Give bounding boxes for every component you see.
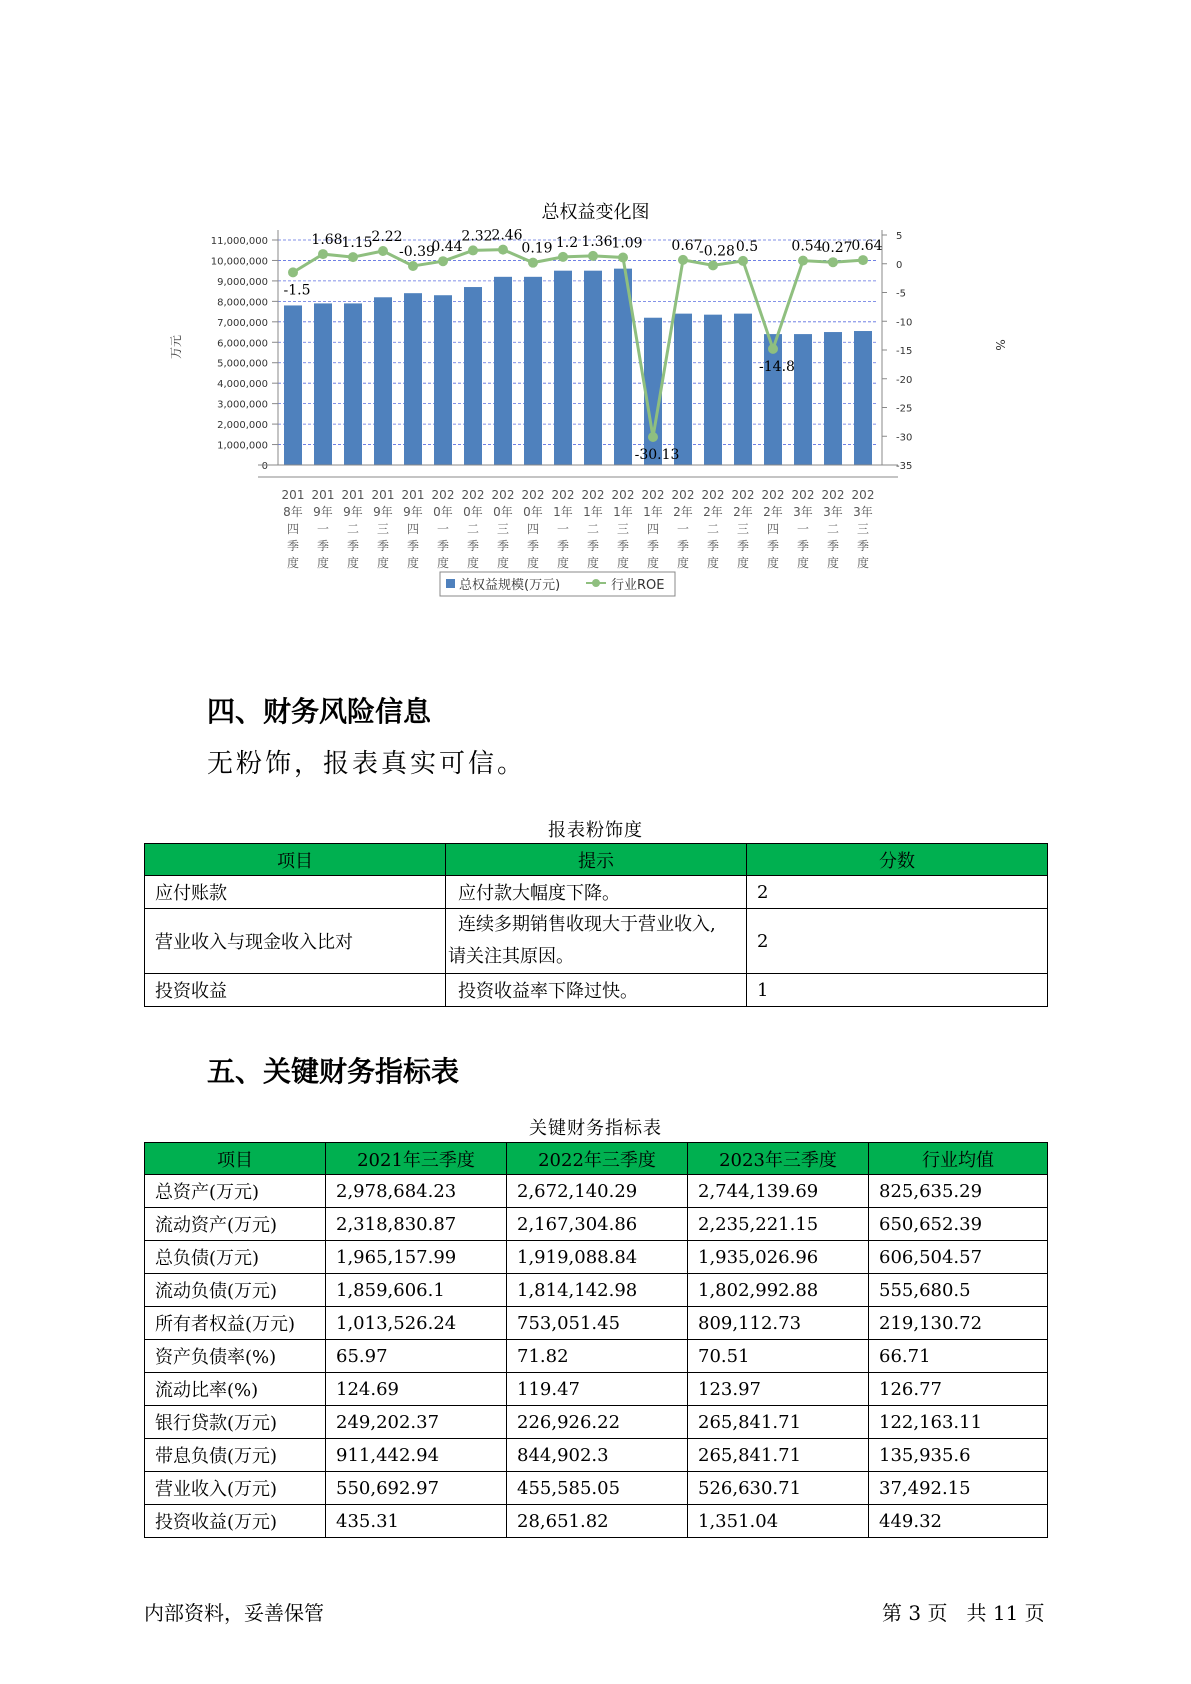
x-tick-label: 202 (461, 488, 485, 502)
x-tick-label: 季 (616, 539, 630, 553)
kpi-value: 1,013,526.24 (326, 1307, 507, 1340)
equity-bar (404, 293, 422, 465)
roe-point (708, 260, 718, 270)
x-tick-label: 季 (436, 539, 450, 553)
x-tick-label: 9年 (313, 505, 333, 519)
x-tick-label: 季 (376, 539, 390, 553)
roe-data-label: 0.54 (791, 238, 823, 255)
roe-point (558, 252, 568, 262)
kpi-table-caption: 关键财务指标表 (529, 1118, 662, 1139)
kpi-header: 2023年三季度 (688, 1143, 869, 1175)
y-right-tick-label: -10 (896, 317, 913, 329)
y-left-tick-label: 2,000,000 (217, 420, 268, 432)
x-tick-label: 季 (706, 539, 720, 553)
x-tick-label: 一 (556, 522, 570, 536)
risk-item: 投资收益 (145, 974, 446, 1007)
roe-point (318, 249, 328, 259)
section4-heading: 四、财务风险信息 (207, 695, 432, 728)
equity-bar (494, 277, 512, 465)
x-tick-label: 9年 (343, 505, 363, 519)
x-tick-label: 四 (526, 522, 540, 536)
y-left-tick-label: 4,000,000 (217, 379, 268, 391)
footer-page-number: 第 3 页 共 11 页 (882, 1601, 1045, 1625)
risk-table-caption: 报表粉饰度 (548, 820, 643, 841)
x-tick-label: 度 (376, 556, 390, 570)
equity-bar (554, 271, 572, 465)
kpi-value: 119.47 (507, 1373, 688, 1406)
y-left-tick-label: 11,000,000 (210, 236, 268, 247)
x-tick-label: 度 (826, 556, 840, 570)
kpi-value: 28,651.82 (507, 1505, 688, 1538)
x-tick-label: 度 (676, 556, 690, 570)
kpi-value: 1,935,026.96 (688, 1241, 869, 1274)
x-tick-label: 季 (676, 539, 690, 553)
risk-hint: 投资收益率下降过快。 (446, 974, 747, 1007)
kpi-header: 2021年三季度 (326, 1143, 507, 1175)
roe-data-label: 0.27 (821, 240, 853, 257)
x-tick-label: 1年 (583, 505, 603, 519)
x-tick-label: 202 (821, 488, 845, 502)
kpi-value: 1,859,606.1 (326, 1274, 507, 1307)
kpi-value: 555,680.5 (869, 1274, 1048, 1307)
x-tick-label: 度 (706, 556, 720, 570)
kpi-header: 2022年三季度 (507, 1143, 688, 1175)
x-tick-label: 201 (341, 488, 365, 502)
x-tick-label: 季 (406, 539, 420, 553)
roe-point (288, 267, 298, 277)
x-tick-label: 202 (611, 488, 635, 502)
kpi-value: 122,163.11 (869, 1406, 1048, 1439)
x-tick-label: 季 (346, 539, 360, 553)
x-tick-label: 202 (701, 488, 725, 502)
kpi-item: 总资产(万元) (145, 1175, 326, 1208)
x-tick-label: 202 (431, 488, 455, 502)
x-tick-label: 季 (796, 539, 810, 553)
kpi-value: 135,935.6 (869, 1439, 1048, 1472)
kpi-value: 526,630.71 (688, 1472, 869, 1505)
kpi-item: 所有者权益(万元) (145, 1307, 326, 1340)
x-tick-label: 四 (766, 522, 780, 536)
x-tick-label: 季 (736, 539, 750, 553)
x-tick-label: 季 (496, 539, 510, 553)
table-row (145, 909, 1048, 974)
x-tick-label: 度 (586, 556, 600, 570)
kpi-value: 2,167,304.86 (507, 1208, 688, 1241)
equity-bar (794, 334, 812, 465)
kpi-value: 825,635.29 (869, 1175, 1048, 1208)
kpi-header: 项目 (145, 1143, 326, 1175)
x-tick-label: 度 (736, 556, 750, 570)
kpi-value: 1,351.04 (688, 1505, 869, 1538)
roe-data-label: 1.09 (611, 235, 643, 252)
x-tick-label: 四 (286, 522, 300, 536)
roe-point (798, 256, 808, 266)
equity-bar (314, 303, 332, 465)
kpi-value: 70.51 (688, 1340, 869, 1373)
kpi-item: 总负债(万元) (145, 1241, 326, 1274)
y-left-axis-title: 万元 (169, 334, 183, 360)
x-tick-label: 季 (766, 539, 780, 553)
table-row (145, 1472, 1048, 1505)
kpi-value: 65.97 (326, 1340, 507, 1373)
x-tick-label: 度 (646, 556, 660, 570)
table-row (145, 1241, 1048, 1274)
kpi-value: 2,978,684.23 (326, 1175, 507, 1208)
x-tick-label: 9年 (373, 505, 393, 519)
kpi-value: 37,492.15 (869, 1472, 1048, 1505)
equity-bar (584, 271, 602, 465)
x-tick-label: 0年 (523, 505, 543, 519)
risk-item: 营业收入与现金收入比对 (145, 909, 446, 974)
x-tick-label: 201 (401, 488, 425, 502)
x-tick-label: 0年 (433, 505, 453, 519)
x-tick-label: 度 (286, 556, 300, 570)
x-tick-label: 0年 (493, 505, 513, 519)
table-row (145, 974, 1048, 1007)
table-row (145, 876, 1048, 909)
x-tick-label: 季 (856, 539, 870, 553)
y-left-tick-label: 0 (261, 461, 268, 472)
risk-header-hint: 提示 (446, 844, 747, 876)
equity-bar (674, 314, 692, 465)
roe-point (648, 432, 658, 442)
section4-text: 无粉饰，报表真实可信。 (207, 749, 527, 779)
x-tick-label: 度 (796, 556, 810, 570)
equity-chart (150, 225, 1030, 665)
y-left-tick-label: 10,000,000 (210, 256, 268, 268)
x-tick-label: 三 (496, 522, 510, 536)
roe-data-label: 0.64 (851, 238, 883, 255)
x-tick-label: 一 (316, 522, 330, 536)
kpi-value: 2,744,139.69 (688, 1175, 869, 1208)
risk-header-score: 分数 (747, 844, 1048, 876)
risk-hint (446, 909, 747, 974)
y-right-tick-label: -5 (896, 288, 906, 300)
roe-data-label: -1.5 (283, 282, 311, 299)
roe-point (528, 258, 538, 268)
kpi-value: 2,318,830.87 (326, 1208, 507, 1241)
risk-score: 2 (747, 909, 1048, 974)
x-tick-label: 度 (496, 556, 510, 570)
x-tick-label: 0年 (463, 505, 483, 519)
roe-data-label: -0.39 (399, 243, 435, 260)
roe-point (768, 344, 778, 354)
equity-bar (704, 315, 722, 465)
x-tick-label: 三 (856, 522, 870, 536)
x-tick-label: 201 (311, 488, 335, 502)
roe-data-label: 0.67 (671, 237, 703, 254)
x-tick-label: 二 (466, 522, 480, 536)
x-tick-label: 一 (436, 522, 450, 536)
kpi-value: 455,585.05 (507, 1472, 688, 1505)
equity-bar (344, 303, 362, 465)
equity-bar (854, 331, 872, 465)
kpi-value: 249,202.37 (326, 1406, 507, 1439)
y-right-tick-label: -25 (896, 403, 913, 415)
x-tick-label: 201 (371, 488, 395, 502)
risk-header-item: 项目 (145, 844, 446, 876)
kpi-value: 226,926.22 (507, 1406, 688, 1439)
x-tick-label: 季 (286, 539, 300, 553)
chart-title: 总权益变化图 (541, 202, 650, 223)
kpi-value: 550,692.97 (326, 1472, 507, 1505)
kpi-header: 行业均值 (869, 1143, 1048, 1175)
kpi-value: 1,802,992.88 (688, 1274, 869, 1307)
x-tick-label: 度 (316, 556, 330, 570)
x-tick-label: 8年 (283, 505, 303, 519)
roe-point (408, 261, 418, 271)
x-tick-label: 201 (281, 488, 305, 502)
roe-point (858, 255, 868, 265)
kpi-value: 265,841.71 (688, 1439, 869, 1472)
roe-point (468, 245, 478, 255)
kpi-value: 71.82 (507, 1340, 688, 1373)
roe-data-label: 2.46 (491, 227, 523, 244)
table-row (145, 1307, 1048, 1340)
x-tick-label: 度 (406, 556, 420, 570)
x-tick-label: 度 (346, 556, 360, 570)
kpi-item: 银行贷款(万元) (145, 1406, 326, 1439)
roe-point (348, 252, 358, 262)
kpi-value: 1,919,088.84 (507, 1241, 688, 1274)
kpi-value: 753,051.45 (507, 1307, 688, 1340)
x-tick-label: 3年 (823, 505, 843, 519)
roe-data-label: 0.5 (735, 238, 759, 255)
risk-score: 2 (747, 876, 1048, 909)
y-right-tick-label: -15 (896, 346, 913, 357)
x-tick-label: 度 (466, 556, 480, 570)
equity-bar (434, 295, 452, 465)
x-tick-label: 度 (526, 556, 540, 570)
x-tick-label: 一 (676, 522, 690, 536)
y-right-tick-label: 0 (896, 259, 903, 271)
kpi-item: 营业收入(万元) (145, 1472, 326, 1505)
y-left-tick-label: 5,000,000 (217, 358, 268, 370)
roe-point (378, 246, 388, 256)
kpi-value: 650,652.39 (869, 1208, 1048, 1241)
kpi-value: 123.97 (688, 1373, 869, 1406)
roe-data-label: 2.22 (371, 228, 403, 245)
equity-bar (734, 314, 752, 465)
kpi-value: 2,672,140.29 (507, 1175, 688, 1208)
x-tick-label: 三 (376, 522, 390, 536)
roe-point (828, 257, 838, 267)
x-tick-label: 度 (436, 556, 450, 570)
legend-swatch-bar (446, 579, 455, 588)
kpi-value: 219,130.72 (869, 1307, 1048, 1340)
x-tick-label: 二 (346, 522, 360, 536)
kpi-item: 资产负债率(%) (145, 1340, 326, 1373)
y-left-tick-label: 9,000,000 (217, 276, 268, 288)
roe-point (738, 256, 748, 266)
y-right-tick-label: -30 (896, 432, 913, 444)
equity-bar (374, 297, 392, 465)
kpi-value: 126.77 (869, 1373, 1048, 1406)
x-tick-label: 三 (616, 522, 630, 536)
kpi-value: 1,814,142.98 (507, 1274, 688, 1307)
roe-data-label: 0.19 (521, 240, 553, 257)
x-tick-label: 1年 (613, 505, 633, 519)
risk-hint-line: 请关注其原因。 (448, 946, 574, 967)
roe-point (678, 255, 688, 265)
x-tick-label: 2年 (703, 505, 723, 519)
x-tick-label: 2年 (673, 505, 693, 519)
x-tick-label: 202 (491, 488, 515, 502)
y-left-tick-label: 1,000,000 (217, 440, 268, 452)
legend-label: 行业ROE (611, 578, 665, 593)
risk-table (144, 843, 1048, 1007)
kpi-value: 844,902.3 (507, 1439, 688, 1472)
kpi-value: 66.71 (869, 1340, 1048, 1373)
kpi-value: 606,504.57 (869, 1241, 1048, 1274)
roe-point (438, 256, 448, 266)
roe-data-label: 1.36 (581, 233, 613, 250)
table-row (145, 1208, 1048, 1241)
x-tick-label: 季 (646, 539, 660, 553)
x-tick-label: 202 (581, 488, 605, 502)
x-tick-label: 度 (856, 556, 870, 570)
x-tick-label: 二 (706, 522, 720, 536)
table-row (145, 1340, 1048, 1373)
kpi-item: 流动比率(%) (145, 1373, 326, 1406)
x-tick-label: 四 (406, 522, 420, 536)
x-tick-label: 202 (521, 488, 545, 502)
x-tick-label: 季 (466, 539, 480, 553)
x-tick-label: 1年 (643, 505, 663, 519)
x-tick-label: 2年 (733, 505, 753, 519)
equity-bar (824, 332, 842, 465)
roe-point (498, 245, 508, 255)
kpi-value: 1,965,157.99 (326, 1241, 507, 1274)
kpi-item: 流动负债(万元) (145, 1274, 326, 1307)
x-tick-label: 季 (826, 539, 840, 553)
section5-heading: 五、关键财务指标表 (207, 1055, 460, 1088)
y-right-tick-label: -35 (896, 461, 913, 472)
x-tick-label: 二 (586, 522, 600, 536)
roe-data-label: -30.13 (634, 446, 680, 463)
kpi-value: 911,442.94 (326, 1439, 507, 1472)
kpi-value: 809,112.73 (688, 1307, 869, 1340)
footer-left: 内部资料，妥善保管 (144, 1601, 324, 1625)
roe-data-label: 2.32 (461, 228, 493, 245)
legend-swatch-point (592, 579, 600, 587)
equity-bar (464, 287, 482, 465)
risk-item: 应付账款 (145, 876, 446, 909)
y-left-tick-label: 6,000,000 (217, 338, 268, 350)
equity-bar (524, 277, 542, 465)
kpi-item: 带息负债(万元) (145, 1439, 326, 1472)
x-tick-label: 季 (526, 539, 540, 553)
kpi-value: 449.32 (869, 1505, 1048, 1538)
table-row (145, 1439, 1048, 1472)
x-tick-label: 202 (791, 488, 815, 502)
kpi-value: 2,235,221.15 (688, 1208, 869, 1241)
x-tick-label: 202 (761, 488, 785, 502)
y-left-tick-label: 3,000,000 (217, 399, 268, 411)
x-tick-label: 202 (731, 488, 755, 502)
x-tick-label: 三 (736, 522, 750, 536)
roe-data-label: -14.8 (759, 358, 795, 375)
x-tick-label: 度 (616, 556, 630, 570)
x-tick-label: 9年 (403, 505, 423, 519)
table-row (145, 1274, 1048, 1307)
y-right-axis-title: % (993, 339, 1007, 351)
x-tick-label: 度 (556, 556, 570, 570)
kpi-value: 435.31 (326, 1505, 507, 1538)
x-tick-label: 202 (641, 488, 665, 502)
y-right-tick-label: -20 (896, 374, 913, 386)
equity-bar (284, 305, 302, 465)
y-right-tick-label: 5 (896, 231, 903, 242)
table-row (145, 1406, 1048, 1439)
roe-point (618, 252, 628, 262)
x-tick-label: 3年 (853, 505, 873, 519)
x-tick-label: 四 (646, 522, 660, 536)
x-tick-label: 季 (316, 539, 330, 553)
risk-hint-line: 连续多期销售收现大于营业收入, (458, 914, 716, 935)
table-row (145, 1505, 1048, 1538)
y-left-tick-label: 8,000,000 (217, 297, 268, 309)
roe-data-label: 1.68 (311, 232, 343, 249)
kpi-item: 投资收益(万元) (145, 1505, 326, 1538)
x-tick-label: 季 (586, 539, 600, 553)
x-tick-label: 2年 (763, 505, 783, 519)
x-tick-label: 1年 (553, 505, 573, 519)
roe-data-label: 1.15 (341, 235, 373, 252)
table-row (145, 1175, 1048, 1208)
table-row (145, 1373, 1048, 1406)
x-tick-label: 202 (671, 488, 695, 502)
legend-label: 总权益规模(万元) (459, 578, 561, 593)
y-left-tick-label: 7,000,000 (217, 317, 268, 329)
roe-data-label: 1.2 (555, 234, 579, 251)
roe-data-label: -0.28 (699, 243, 735, 260)
x-tick-label: 二 (826, 522, 840, 536)
risk-hint: 应付款大幅度下降。 (446, 876, 747, 909)
x-tick-label: 3年 (793, 505, 813, 519)
x-tick-label: 202 (851, 488, 875, 502)
x-tick-label: 度 (766, 556, 780, 570)
kpi-value: 124.69 (326, 1373, 507, 1406)
kpi-item: 流动资产(万元) (145, 1208, 326, 1241)
risk-score: 1 (747, 974, 1048, 1007)
kpi-value: 265,841.71 (688, 1406, 869, 1439)
kpi-table (144, 1142, 1048, 1538)
roe-point (588, 251, 598, 261)
x-tick-label: 一 (796, 522, 810, 536)
x-tick-label: 202 (551, 488, 575, 502)
x-tick-label: 季 (556, 539, 570, 553)
roe-data-label: 0.44 (431, 239, 463, 256)
